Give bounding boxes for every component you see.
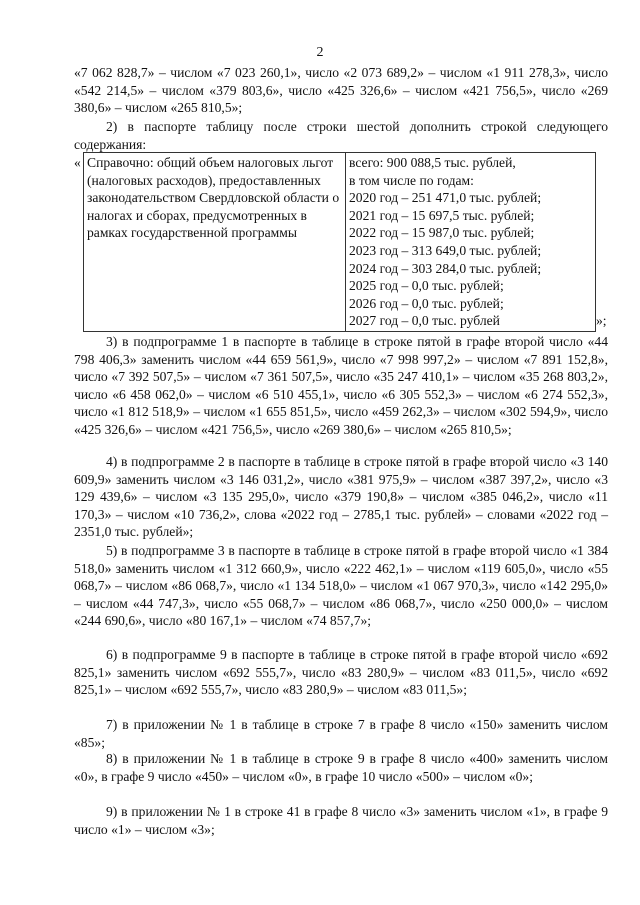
paragraph-item-6: 6) в подпрограмме 9 в паспорте в таблице в строке пятой в графе второй число «692 825,1» заменить числом «692 555,7», число «83 280,9» – числом «83 011,5», число «692 825,1» – числом «692 555,7», число «83 280,9» – числом «83 011,5»; bbox=[74, 647, 608, 698]
amount-line: 2025 год – 0,0 тыс. рублей; bbox=[349, 278, 504, 294]
amount-line: 2021 год – 15 697,5 тыс. рублей; bbox=[349, 207, 535, 223]
paragraph-item-8: 8) в приложении № 1 в таблице в строке 9 в графе 8 число «400» заменить числом «0», в графе 9 число «450» – числом «0», в графе 10 число «500» – числом «0»; bbox=[74, 751, 608, 784]
paragraph-item-7: 7) в приложении № 1 в таблице в строке 7 в графе 8 число «150» заменить числом «85»; bbox=[74, 717, 608, 750]
page-number: 2 bbox=[316, 45, 324, 60]
paragraph-item-2: 2) в паспорте таблицу после строки шестой дополнить строкой следующего содержания: bbox=[74, 119, 608, 152]
amount-line: 2027 год – 0,0 тыс. рублей bbox=[349, 313, 500, 329]
paragraph-continuation: «7 062 828,7» – числом «7 023 260,1», число «2 073 689,2» – числом «1 911 278,3», число «542 214,5» – числом «379 803,6», число «425 326,6» – числом «421 756,5», число «269 380,6» – числом «265 810,5»; bbox=[74, 65, 608, 116]
paragraph-item-9: 9) в приложении № 1 в строке 41 в графе 8 число «3» заменить числом «1», в графе 9 число «1» – числом «3»; bbox=[74, 804, 608, 837]
paragraph-item-5: 5) в подпрограмме 3 в паспорте в таблице в строке пятой в графе второй число «1 384 518,0» заменить числом «1 312 660,9», число «222 462,1» – числом «119 605,0», число «55 068,7» – числом «86 068,7», число «1 134 518,0» – числом «1 067 970,3», число «142 295,0» – числом «44 747,3», число «55 068,7» – числом «86 068,7», число «250 000,0» – числом «244 690,6», число «80 167,1» – числом «74 857,7»; bbox=[74, 543, 608, 629]
amount-line: 2026 год – 0,0 тыс. рублей; bbox=[349, 295, 504, 311]
amount-line: в том числе по годам: bbox=[349, 172, 474, 188]
amount-line: 2020 год – 251 471,0 тыс. рублей; bbox=[349, 190, 542, 206]
amount-line: всего: 900 088,5 тыс. рублей, bbox=[349, 155, 516, 170]
amount-line: 2024 год – 303 284,0 тыс. рублей; bbox=[349, 260, 542, 276]
table-close-quote: »; bbox=[596, 313, 607, 328]
table-open-quote: « bbox=[74, 155, 81, 170]
table-row bbox=[84, 153, 596, 332]
paragraph-item-4: 4) в подпрограмме 2 в паспорте в таблице в строке пятой в графе второй число «3 140 609,9» заменить числом «3 146 031,2», число «381 975,9» – числом «387 397,2», число «3 129 439,6» – числом «3 135 295,0», число «379 190,8» – числом «385 046,2», число «11 170,3» – числом «10 736,2», слова «2022 год – 2785,1 тыс. рублей» – словами «2022 год – 2351,0 тыс. рублей»; bbox=[74, 454, 608, 540]
table-cell-amounts bbox=[346, 153, 596, 332]
amount-line: 2023 год – 313 649,0 тыс. рублей; bbox=[349, 242, 542, 258]
table-cell-description: Справочно: общий объем налоговых льгот (налоговых расходов), предоставленных законодательством Свердловской области о налогах и сборах, предусмотренных в рамках государственной программы bbox=[84, 153, 346, 332]
inserted-table bbox=[83, 152, 596, 332]
paragraph-item-3: 3) в подпрограмме 1 в паспорте в таблице в строке пятой в графе второй число «44 798 406,3» заменить числом «44 659 561,9», число «7 998 997,2» – числом «7 891 152,8», число «7 392 507,5» – числом «7 361 507,5», число «35 247 410,1» – числом «35 268 803,2», число «6 458 062,0» – числом «6 510 455,1», число «6 305 552,3» – числом «6 274 552,3», число «1 812 518,9» – числом «1 655 851,5», число «459 262,3» – числом «302 594,9», число «425 326,6» – числом «421 756,5», число «269 380,6» – числом «265 810,5»; bbox=[74, 334, 608, 437]
amount-line: 2022 год – 15 987,0 тыс. рублей; bbox=[349, 225, 535, 241]
